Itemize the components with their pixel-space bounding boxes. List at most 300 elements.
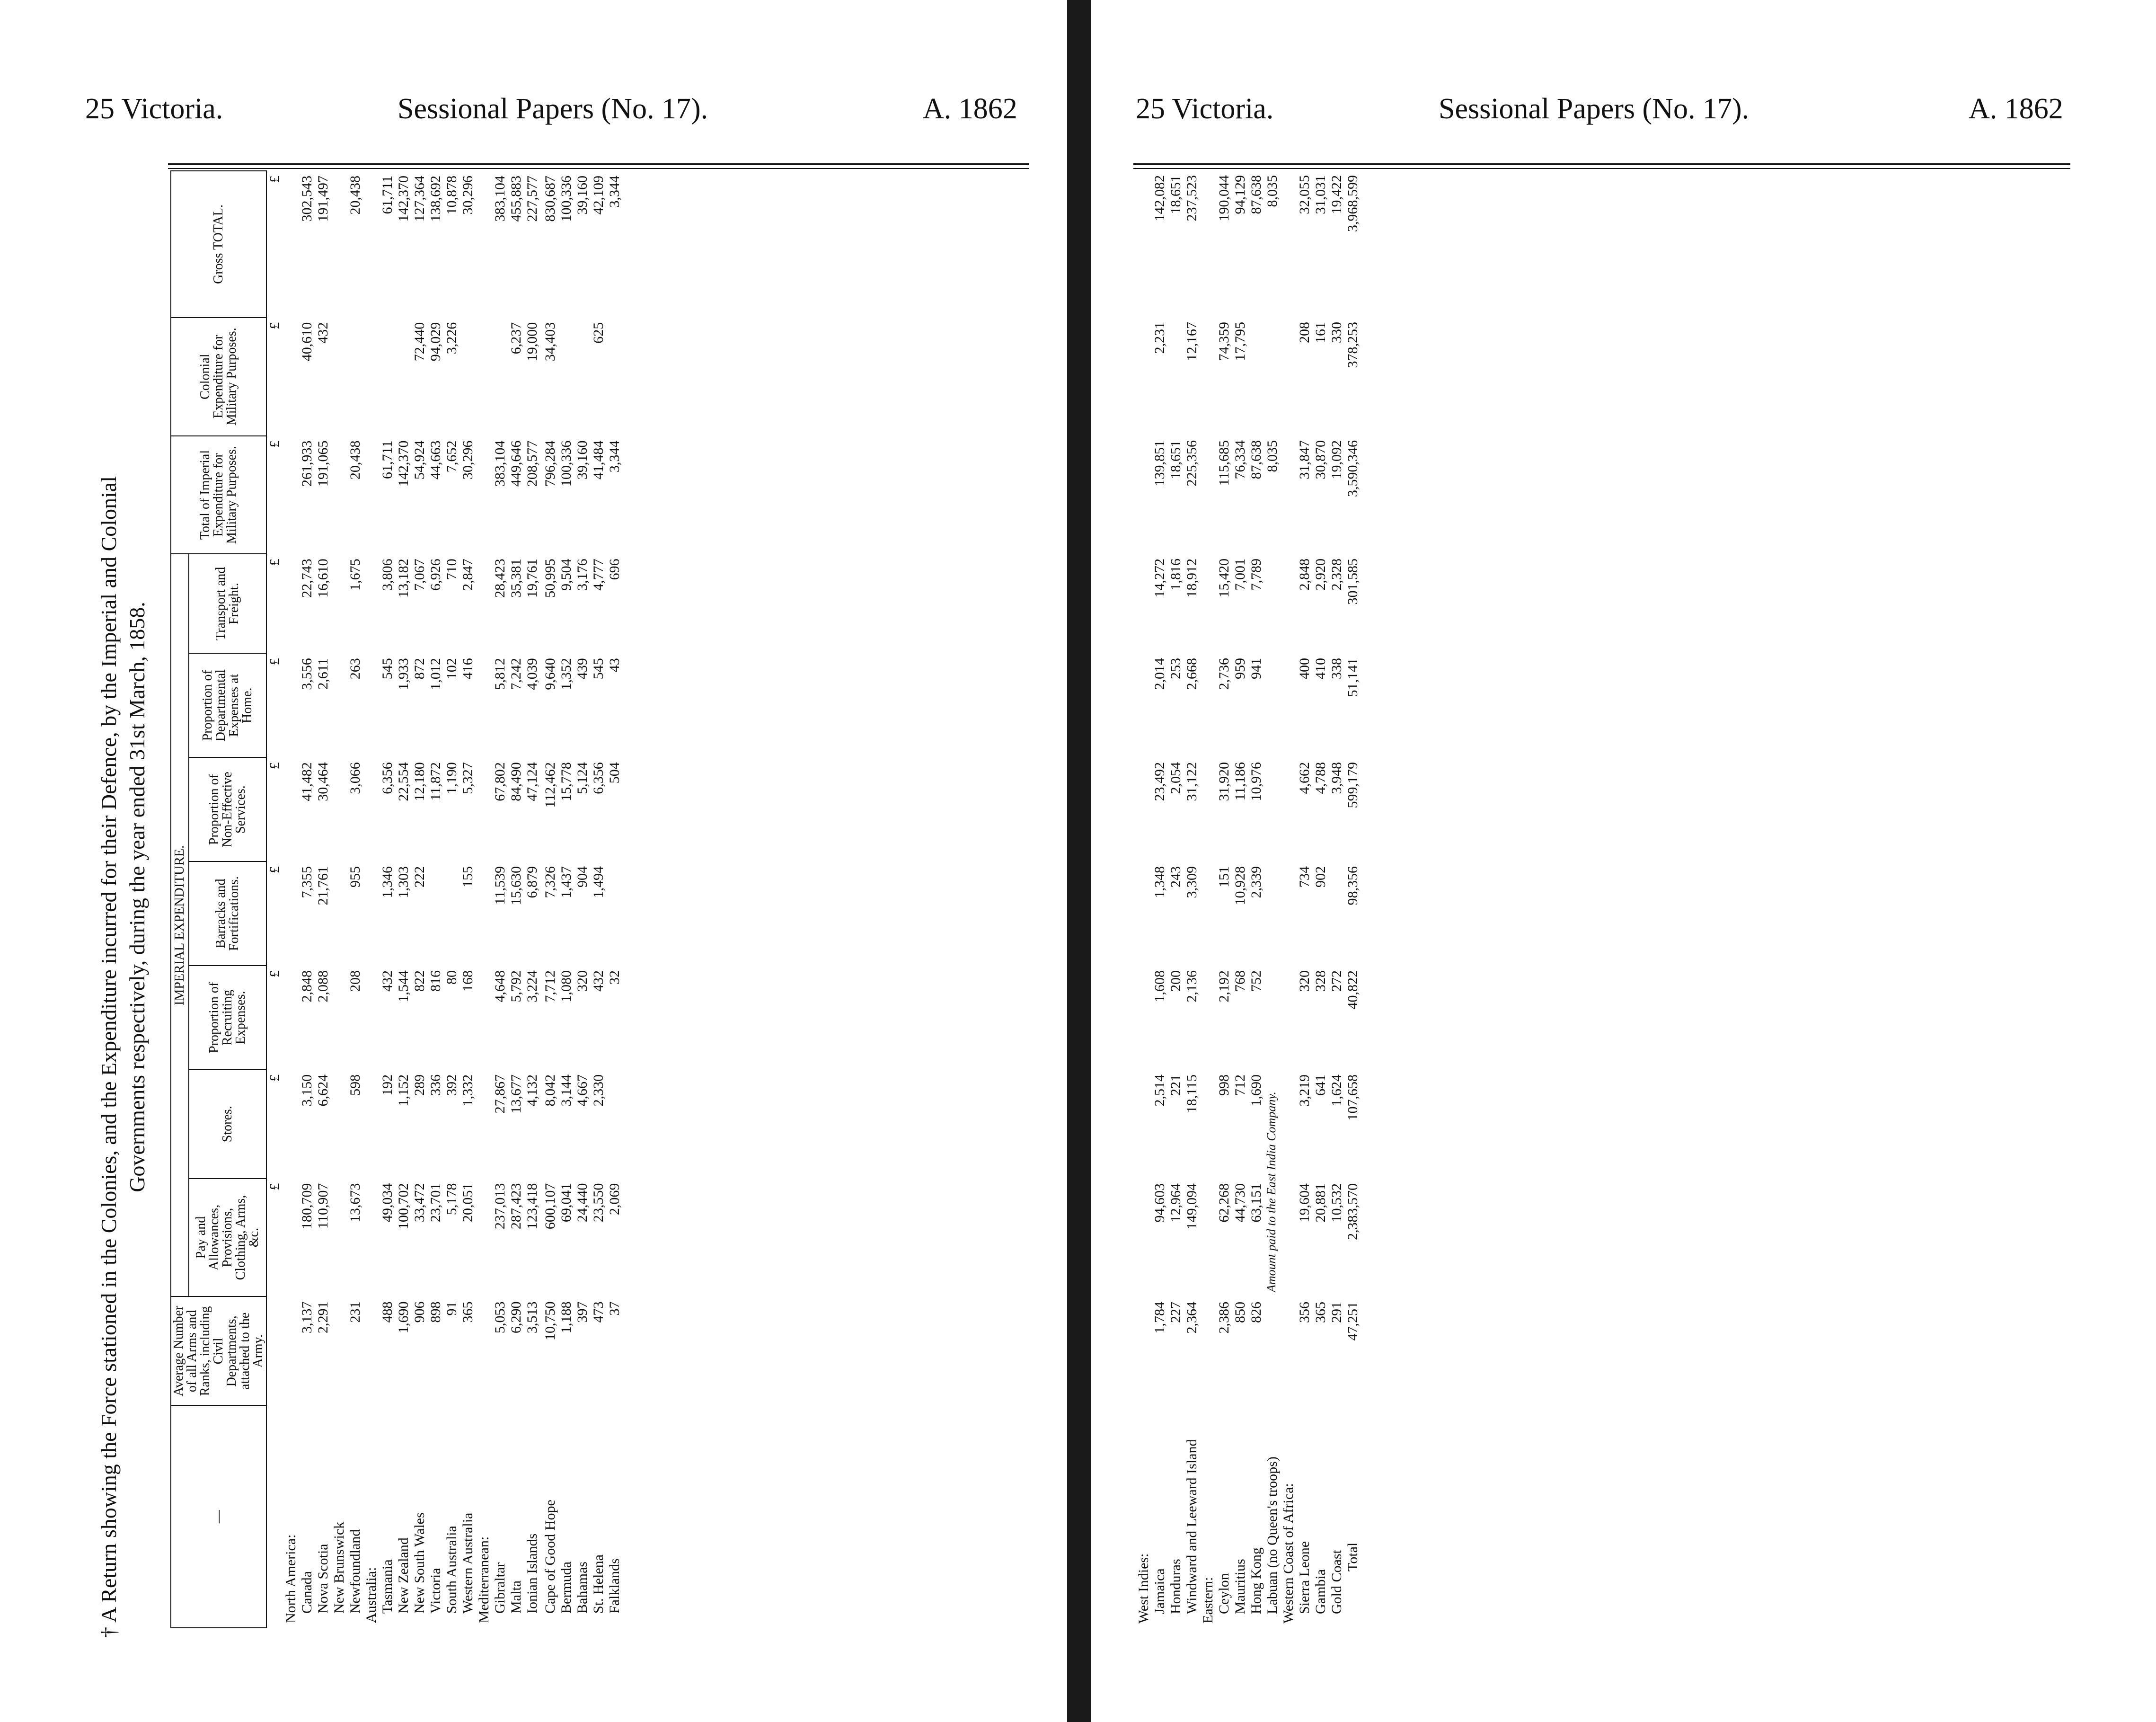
cell-ti: 54,924 [412, 440, 427, 480]
cell-pay: 24,440 [574, 1183, 590, 1223]
col-gross: Gross TOTAL. [171, 171, 266, 318]
table-row [1313, 170, 1329, 1628]
currency-mark: £ [267, 322, 283, 329]
col-stores: Stores. [189, 1070, 266, 1179]
cell-bar: 7,355 [299, 866, 315, 898]
cell-rec: 4,648 [492, 970, 508, 1003]
total-col: 378,253 [1345, 322, 1361, 368]
cell-tr: 7,789 [1248, 559, 1264, 591]
cell-stores: 3,150 [299, 1074, 315, 1107]
cell-dep: 1,012 [428, 658, 443, 690]
cell-tr: 14,272 [1152, 559, 1167, 598]
table-row [428, 171, 444, 1628]
cell-ti: 31,847 [1297, 440, 1312, 479]
cell-ne: 31,122 [1184, 762, 1200, 801]
cell-ti: 449,646 [508, 440, 524, 487]
cell-gross: 138,692 [428, 176, 443, 222]
col-colonial: Colonial Expenditure for Military Purposes. [171, 318, 266, 436]
header-papers-right: Sessional Papers (No. 17). [1439, 93, 1750, 125]
cell-pay: 33,472 [412, 1183, 427, 1223]
cell-stores: 4,132 [524, 1074, 540, 1107]
cell-stores: 3,144 [558, 1074, 574, 1107]
cell-col: 40,610 [299, 322, 315, 362]
cell-rec: 2,136 [1184, 970, 1200, 1003]
cell-col: 12,167 [1184, 322, 1200, 361]
currency-mark: £ [267, 440, 283, 448]
cell-avg: 6,290 [508, 1301, 524, 1333]
cell-stores: 6,624 [315, 1074, 331, 1107]
cell-col: 6,237 [508, 322, 524, 355]
cell-ne: 1,190 [444, 762, 459, 794]
colony-name: Cape of Good Hope [542, 1500, 558, 1614]
colony-name: Labuan (no Queen's troops) [1264, 1456, 1280, 1614]
cell-stores [607, 1070, 623, 1179]
group-heading: Eastern: [1200, 1577, 1216, 1624]
col-recruiting: Proportion of Recruiting Expenses. [189, 966, 266, 1070]
cell-stores: 8,042 [542, 1074, 558, 1107]
header-session-right: 25 Victoria. [1136, 93, 1274, 125]
colony-name: Ceylon [1216, 1573, 1232, 1614]
cell-pay: 2,069 [607, 1183, 622, 1216]
cell-bar: 734 [1297, 866, 1312, 888]
cell-dep: 941 [1248, 658, 1264, 679]
total-avg: 47,251 [1345, 1302, 1361, 1341]
group-heading: Australia: [363, 1567, 379, 1623]
cell-gross [331, 171, 347, 318]
cell-ti: 20,438 [347, 440, 363, 480]
table-row [412, 171, 428, 1628]
title-line2: Governments respectively, during the year ended 31st March, 1858. [124, 602, 149, 1192]
cell-stores: 1,152 [396, 1074, 411, 1107]
cell-avg: 906 [412, 1301, 427, 1323]
cell-bar: 7,326 [542, 866, 558, 898]
table-row [524, 171, 540, 1628]
table-row [591, 171, 607, 1628]
cell-pay: 20,881 [1313, 1183, 1328, 1223]
group-heading-row [1281, 170, 1297, 1628]
cell-bar: 243 [1168, 866, 1184, 888]
colony-name: Canada [299, 1571, 315, 1614]
cell-gross: 10,878 [444, 176, 459, 215]
cell-ne: 15,778 [558, 762, 574, 801]
table-row [460, 171, 476, 1628]
colony-name: Honduras [1168, 1559, 1184, 1614]
cell-tr: 7,067 [412, 559, 427, 591]
cell-ti: 100,336 [558, 440, 574, 487]
cell-dep: 7,242 [508, 658, 524, 690]
cell-stores: 641 [1313, 1074, 1328, 1096]
cell-rec: 432 [591, 970, 606, 992]
cell-avg: 356 [1297, 1302, 1312, 1323]
cell-ne: 5,124 [574, 762, 590, 794]
cell-pay: 13,673 [347, 1183, 363, 1223]
cell-pay: 600,107 [542, 1183, 558, 1230]
cell-dep: 2,668 [1184, 658, 1200, 690]
title-line1: † A Return showing the Force stationed in the Colonies, and the Expenditure incurred for their Defence, by the Imperial and Colonial [97, 476, 121, 1638]
colony-name: New Brunswick [331, 1521, 347, 1614]
cell-rec: 816 [428, 970, 443, 992]
cell-bar: 6,879 [524, 866, 540, 898]
cell-rec: 432 [380, 970, 395, 992]
currency-mark: £ [267, 176, 283, 183]
cell-col [396, 318, 412, 436]
cell-tr: 7,001 [1232, 559, 1248, 591]
cell-col [492, 318, 508, 436]
total-pay: 2,383,570 [1345, 1183, 1361, 1240]
cell-gross: 237,523 [1184, 175, 1200, 222]
cell-pay: 110,907 [315, 1183, 331, 1229]
cell-ti: 3,344 [607, 440, 622, 473]
cell-pay: 12,964 [1168, 1183, 1184, 1223]
table-row [331, 171, 347, 1628]
cell-pay [331, 1179, 347, 1297]
cell-stores: 4,667 [574, 1074, 590, 1107]
cell-bar: 10,928 [1232, 866, 1248, 905]
total-gross: 3,968,599 [1345, 175, 1361, 232]
cell-ti: 44,663 [428, 440, 443, 480]
cell-col: 625 [591, 322, 606, 344]
cell-pay: 5,178 [444, 1183, 459, 1216]
cell-avg: 291 [1329, 1302, 1344, 1323]
cell-dep: 400 [1297, 658, 1312, 679]
table-row [1264, 170, 1281, 1628]
table-row [380, 171, 396, 1628]
colony-name: South Australia [444, 1526, 459, 1614]
cell-ne: 112,462 [542, 762, 558, 808]
header-year: A. 1862 [923, 93, 1017, 125]
cell-col [1168, 317, 1184, 435]
cell-avg: 2,364 [1184, 1302, 1200, 1334]
table-row [607, 171, 623, 1628]
cell-tr: 16,610 [315, 559, 331, 598]
totals-row [1345, 170, 1361, 1628]
cell-avg: 2,386 [1216, 1302, 1232, 1334]
cell-ti: 76,334 [1232, 440, 1248, 479]
colony-name: Tasmania [380, 1559, 395, 1614]
totals-label: Total [1345, 1542, 1361, 1571]
cell-gross: 32,055 [1297, 175, 1312, 214]
cell-note: Amount paid to the East India Company. [1264, 1092, 1278, 1292]
currency-mark: £ [267, 866, 283, 874]
colony-name: Newfoundland [347, 1529, 363, 1614]
table-row [1216, 170, 1232, 1628]
cell-ti: 383,104 [492, 440, 508, 487]
cell-pay: 149,094 [1184, 1183, 1200, 1230]
cell-ti: 142,370 [396, 440, 411, 487]
cell-stores: 392 [444, 1074, 459, 1096]
cell-ne: 47,124 [524, 762, 540, 801]
cell-ti: 115,685 [1216, 440, 1232, 486]
cell-col [558, 318, 574, 436]
cell-stores: 598 [347, 1074, 363, 1096]
cell-ne: 4,788 [1313, 762, 1328, 794]
cell-col: 432 [315, 322, 331, 344]
cell-rec: 272 [1329, 970, 1344, 992]
col-transport: Transport and Freight. [189, 554, 266, 653]
cell-dep: 439 [574, 658, 590, 680]
col-total-imperial: Total of Imperial Expenditure for Military Purposes. [171, 436, 266, 554]
header-session: 25 Victoria. [85, 93, 223, 125]
cell-gross: 830,687 [542, 176, 558, 222]
cell-pay: 44,730 [1232, 1183, 1248, 1223]
cell-pay: 123,418 [524, 1183, 540, 1230]
cell-gross: 127,364 [412, 176, 427, 222]
cell-avg [331, 1296, 347, 1405]
cell-bar: 3,309 [1184, 866, 1200, 898]
cell-stores: 336 [428, 1074, 443, 1096]
cell-col: 72,440 [412, 322, 427, 362]
cell-dep: 43 [607, 658, 622, 673]
table-row [542, 171, 558, 1628]
cell-rec: 80 [444, 970, 459, 985]
cell-stores: 2,514 [1152, 1074, 1167, 1107]
cell-bar: 2,339 [1248, 866, 1264, 898]
cell-rec: 320 [1297, 970, 1312, 992]
cell-tr [331, 554, 347, 653]
cell-tr: 18,912 [1184, 559, 1200, 598]
cell-stores: 289 [412, 1074, 427, 1096]
cell-dep: 9,640 [542, 658, 558, 690]
table-row [1152, 170, 1168, 1628]
cell-stores: 1,332 [460, 1074, 476, 1107]
cell-ne [331, 757, 347, 861]
cell-bar: 155 [460, 866, 476, 888]
cell-col [1248, 317, 1264, 435]
cell-col: 330 [1329, 322, 1344, 343]
table-row [1232, 170, 1248, 1628]
cell-rec: 328 [1313, 970, 1328, 992]
total-ti: 3,590,346 [1345, 440, 1361, 497]
cell-pay: 287,423 [508, 1183, 524, 1230]
cell-rec: 32 [607, 970, 622, 985]
cell-gross: 18,651 [1168, 175, 1184, 214]
cell-col [331, 318, 347, 436]
cell-ti [331, 436, 347, 554]
colony-name: Gold Coast [1329, 1550, 1344, 1614]
cell-ti: 30,870 [1313, 440, 1328, 479]
table-row [574, 171, 591, 1628]
cell-rec: 752 [1248, 970, 1264, 992]
cell-avg: 826 [1248, 1302, 1264, 1323]
colony-name: St. Helena [591, 1554, 606, 1614]
cell-ne: 11,186 [1232, 762, 1248, 801]
cell-ne: 12,180 [412, 762, 427, 801]
cell-tr: 19,761 [524, 559, 540, 598]
cell-col: 94,029 [428, 322, 443, 362]
cell-bar: 955 [347, 866, 363, 888]
top-rule-right-2 [1133, 168, 2070, 169]
cell-tr: 696 [607, 559, 622, 580]
currency-mark: £ [267, 1074, 283, 1082]
group-heading: Western Coast of Africa: [1281, 1483, 1296, 1624]
cell-gross: 3,344 [607, 176, 622, 208]
cell-col [347, 318, 363, 436]
cell-pay: 23,550 [591, 1183, 606, 1223]
cell-stores: 13,677 [508, 1074, 524, 1114]
colony-name: Falklands [607, 1558, 622, 1614]
cell-col [574, 318, 591, 436]
col-colony: — [171, 1405, 266, 1628]
cell-rec: 7,712 [542, 970, 558, 1003]
colony-name: Bermuda [558, 1562, 574, 1614]
group-heading-row [1200, 170, 1216, 1628]
cell-avg: 227 [1168, 1302, 1184, 1323]
cell-col: 208 [1297, 322, 1312, 343]
cell-gross: 87,638 [1248, 175, 1264, 214]
cell-tr: 2,920 [1313, 559, 1328, 591]
cell-dep: 959 [1232, 658, 1248, 679]
colony-name: Western Australia [460, 1512, 476, 1614]
cell-avg: 365 [1313, 1302, 1328, 1323]
cell-col: 17,795 [1232, 322, 1248, 361]
cell-bar: 1,437 [558, 866, 574, 898]
cell-dep: 338 [1329, 658, 1344, 679]
cell-tr: 13,182 [396, 559, 411, 598]
cell-avg: 231 [347, 1301, 363, 1323]
cell-bar: 222 [412, 866, 427, 888]
cell-avg: 1,784 [1152, 1302, 1167, 1334]
cell-tr: 4,777 [591, 559, 606, 591]
cell-rec: 208 [347, 970, 363, 992]
return-title [95, 156, 151, 1638]
cell-pay: 237,013 [492, 1183, 508, 1230]
cell-ne: 22,554 [396, 762, 411, 801]
cell-gross: 455,883 [508, 176, 524, 222]
cell-ne: 6,356 [380, 762, 395, 794]
total-rec: 40,822 [1345, 970, 1361, 1010]
col-pay: Pay and Allowances, Provisions, Clothing, Arms, &c. [189, 1179, 266, 1297]
cell-avg: 488 [380, 1301, 395, 1323]
cell-avg: 91 [444, 1301, 459, 1316]
cell-tr: 2,847 [460, 559, 476, 591]
cell-stores: 998 [1216, 1074, 1232, 1096]
cell-dep: 5,812 [492, 658, 508, 690]
cell-rec: 168 [460, 970, 476, 992]
group-heading-row [1136, 170, 1152, 1628]
colony-name: New South Wales [412, 1512, 427, 1614]
cell-tr: 2,328 [1329, 559, 1344, 591]
table-row [1168, 170, 1184, 1628]
cell-bar [1329, 861, 1345, 966]
cell-avg: 397 [574, 1301, 590, 1323]
colony-name: Jamaica [1152, 1568, 1167, 1614]
cell-col [380, 318, 396, 436]
currency-mark: £ [267, 559, 283, 566]
table-row [508, 171, 524, 1628]
colony-name: Mauritius [1232, 1559, 1248, 1614]
cell-col: 34,403 [542, 322, 558, 362]
cell-pay: 19,604 [1297, 1183, 1312, 1223]
cell-ti: 139,851 [1152, 440, 1167, 487]
ledger-right [1136, 170, 1361, 1628]
cell-tr: 1,816 [1168, 559, 1184, 591]
cell-tr: 22,743 [299, 559, 315, 598]
cell-avg: 5,053 [492, 1301, 508, 1333]
cell-bar: 21,761 [315, 866, 331, 905]
cell-bar: 11,539 [492, 866, 508, 905]
cell-ne: 41,482 [299, 762, 315, 801]
cell-bar: 1,494 [591, 866, 606, 898]
cell-dep: 410 [1313, 658, 1328, 679]
cell-gross: 142,082 [1152, 175, 1167, 222]
group-heading-row [476, 171, 492, 1628]
cell-dep: 2,736 [1216, 658, 1232, 690]
total-stores: 107,658 [1345, 1074, 1361, 1121]
cell-ne: 84,490 [508, 762, 524, 801]
ledger-left [170, 170, 623, 1628]
cell-ti: 39,160 [574, 440, 590, 480]
cell-avg: 473 [591, 1301, 606, 1323]
currency-mark: £ [267, 658, 283, 666]
cell-col: 3,226 [444, 322, 459, 355]
cell-ti: 30,296 [460, 440, 476, 480]
cell-rec: 5,792 [508, 970, 524, 1003]
cell-pay: 62,268 [1216, 1183, 1232, 1223]
cell-ti: 87,638 [1248, 440, 1264, 479]
group-heading-row [283, 171, 299, 1628]
group-heading-row [363, 171, 380, 1628]
col-noneffective: Proportion of Non-Effective Services. [189, 757, 266, 861]
colony-name: Gambia [1313, 1569, 1328, 1614]
table-row [315, 171, 331, 1628]
cell-rec: 822 [412, 970, 427, 992]
currency-row [266, 171, 283, 1628]
ledger-left-body [283, 171, 623, 1628]
cell-ne: 67,802 [492, 762, 508, 801]
col-average: Average Number of all Arms and Ranks, including Civil Departments, attached to the Army. [171, 1296, 266, 1405]
cell-ne: 23,492 [1152, 762, 1167, 801]
cell-ne: 3,066 [347, 762, 363, 794]
cell-bar: 15,630 [508, 866, 524, 905]
colony-name: Windward and Leeward Island [1184, 1439, 1200, 1614]
cell-gross: 20,438 [347, 176, 363, 215]
cell-col [607, 318, 623, 436]
cell-rec: 2,848 [299, 970, 315, 1003]
cell-pay: 20,051 [460, 1183, 476, 1223]
cell-gross: 100,336 [558, 176, 574, 222]
cell-rec: 1,080 [558, 970, 574, 1003]
total-dep: 51,141 [1345, 658, 1361, 697]
cell-stores [331, 1070, 347, 1179]
header-year-right: A. 1862 [1969, 93, 2063, 125]
cell-dep: 545 [380, 658, 395, 680]
cell-dep: 2,014 [1152, 658, 1167, 690]
cell-col: 74,359 [1216, 322, 1232, 361]
cell-avg: 365 [460, 1301, 476, 1323]
cell-ti: 208,577 [524, 440, 540, 487]
colony-name: Sierra Leone [1297, 1541, 1312, 1614]
cell-ti: 225,356 [1184, 440, 1200, 487]
table-row [492, 171, 508, 1628]
top-rule-left [168, 163, 1029, 165]
cell-dep: 1,352 [558, 658, 574, 690]
colony-name: New Zealand [396, 1537, 411, 1614]
colony-name: Malta [508, 1580, 524, 1614]
ledger-right-body [1136, 170, 1361, 1628]
currency-mark: £ [267, 970, 283, 977]
total-bar: 98,356 [1345, 866, 1361, 905]
cell-gross: 31,031 [1313, 175, 1328, 214]
cell-ne: 10,976 [1248, 762, 1264, 801]
cell-bar: 1,303 [396, 866, 411, 898]
cell-avg: 3,513 [524, 1301, 540, 1333]
cell-stores: 221 [1168, 1074, 1184, 1096]
cell-tr: 50,995 [542, 559, 558, 598]
cell-bar: 904 [574, 866, 590, 888]
cell-tr: 710 [444, 559, 459, 580]
cell-col: 19,000 [524, 322, 540, 362]
cell-tr: 3,176 [574, 559, 590, 591]
